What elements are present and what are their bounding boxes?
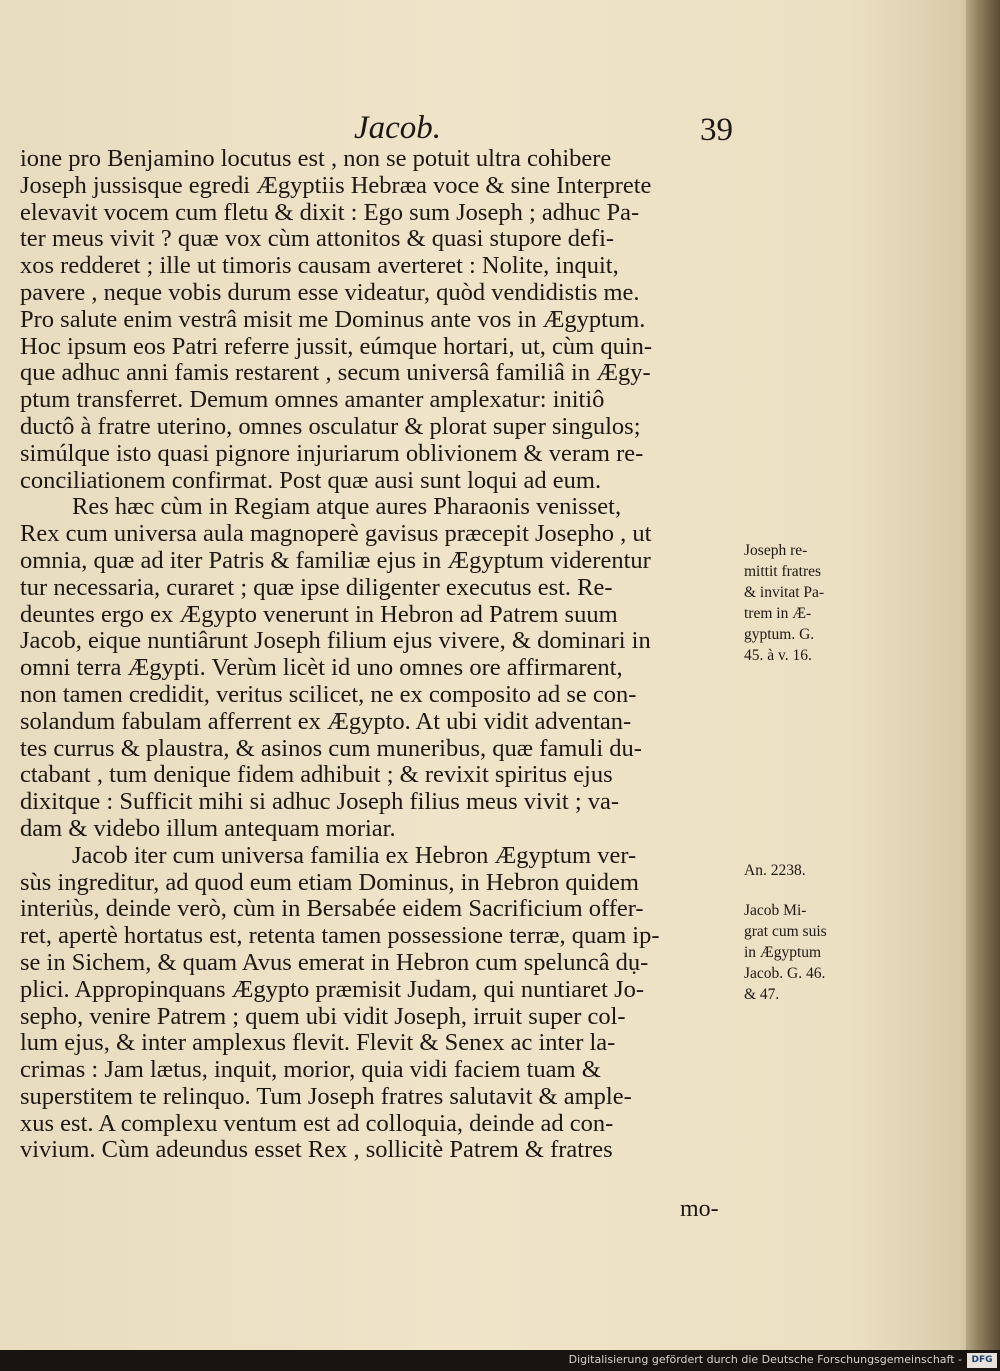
text-line: plici. Appropinquans Ægypto præmisit Judam, qui nuntiaret Jo- [20,976,645,1003]
text-line: lum ejus, & inter amplexus flevit. Flevit & Senex ac inter la- [20,1030,616,1057]
text-line: xos redderet ; ille ut timoris causam averteret : Nolite, inquit, [20,253,619,280]
text-line: Rex cum universa aula magnoperè gavisus præcepit Josepho , ut [20,521,652,548]
margin-note-line: An. 2238. [744,862,806,879]
text-line: Jacob iter cum universa familia ex Hebron Ægyptum ver- [72,842,637,869]
margin-note [744,540,854,666]
text-line: Pro salute enim vestrâ misit me Dominus ante vos in Ægyptum. [20,306,646,333]
text-line: ret, apertè hortatus est, retenta tamen possessione terræ, quam ip- [20,923,660,950]
text-line: Hoc ipsum eos Patri referre jussit, eúmque hortari, ut, cùm quin- [20,333,653,360]
margin-note-line: mittit fratres [744,563,822,580]
text-line: omnia, quæ ad iter Patris & familiæ ejus in Ægyptum viderentur [20,547,651,574]
margin-note-line: Jacob Mi- [744,902,807,919]
text-line: tur necessaria, curaret ; quæ ipse diligenter executus est. Re- [20,574,613,601]
text-line: sùs ingreditur, ad quod eum etiam Dominus, in Hebron quidem [20,869,639,896]
text-line: deuntes ergo ex Ægypto venerunt in Hebron ad Patrem suum [20,601,618,628]
margin-note-line: grat cum suis [744,923,827,940]
text-line: omni terra Ægypti. Verùm licèt id uno omnes ore affirmarent, [20,655,623,682]
margin-note [744,860,854,881]
margin-note-line: & 47. [744,986,780,1003]
text-line: crimas : Jam lætus, inquit, morior, quia vidi faciem tuam & [20,1057,601,1084]
text-line: Joseph jussisque egredi Ægyptiis Hebræa voce & sine Interprete [20,172,652,199]
text-line: ter meus vivit ? quæ vox cùm attonitos & quasi stupore defi- [20,226,615,253]
margin-note-line: Jacob. G. 46. [744,965,826,982]
text-line: elevavit vocem cum fletu & dixit : Ego sum Joseph ; adhuc Pa- [20,199,640,226]
margin-note [744,900,854,1005]
page-edge [966,0,1000,1350]
margin-note-line: & invitat Pa- [744,584,825,601]
footer-credit: Digitalisierung gefördert durch die Deutsche Forschungsgemeinschaft - [568,1353,962,1366]
text-line: ductô à fratre uterino, omnes osculatur & plorat super singulos; [20,413,641,440]
text-line: superstitem te relinquo. Tum Joseph fratres salutavit & ample- [20,1083,632,1110]
text-line: ctabant , tum denique fidem adhibuit ; & revixit spiritus ejus [20,762,613,789]
text-line: tes currus & plaustra, & asinos cum muneribus, quæ famuli du- [20,735,642,762]
text-line: interiùs, deinde verò, cùm in Bersabée eidem Sacrificium offer- [20,896,644,923]
margin-note-line: in Ægyptum [744,944,822,961]
footer-bar [0,1350,1000,1371]
margin-note-line: trem in Æ- [744,605,812,622]
text-line: conciliationem confirmat. Post quæ ausi sunt loqui ad eum. [20,467,602,494]
catchword: mo- [680,1196,719,1222]
page-number: 39 [700,112,733,148]
text-line: solandum fabulam afferrent ex Ægypto. At ubi vidit adventan- [20,708,632,735]
text-line: simúlque isto quasi pignore injuriarum oblivionem & veram re- [20,440,644,467]
text-line: non tamen credidit, veritus scilicet, ne ex composito ad se con- [20,681,637,708]
text-line: se in Sichem, & quam Avus emerat in Hebron cum speluncâ dụ- [20,949,649,976]
body-text [20,146,740,1164]
text-line: xus est. A complexu ventum est ad colloquia, deinde ad con- [20,1110,614,1137]
text-line: dam & videbo illum antequam moriar. [20,815,396,842]
dfg-logo: DFG [967,1353,997,1368]
text-line: ione pro Benjamino locutus est , non se potuit ultra cohibere [20,146,612,172]
text-line: que adhuc anni famis restarent , secum universâ familiâ in Ægy- [20,360,651,387]
running-head: Jacob. [354,110,442,146]
text-line: dixitque : Sufficit mihi si adhuc Joseph filius meus vivit ; va- [20,789,620,816]
margin-note-line: Joseph re- [744,542,808,559]
text-line: sepho, venire Patrem ; quem ubi vidit Joseph, irruit super col- [20,1003,626,1030]
margin-note-line: gyptum. G. [744,626,815,643]
text-line: ptum transferret. Demum omnes amanter amplexatur: initiô [20,387,605,414]
text-line: vivium. Cùm adeundus esset Rex , sollicitè Patrem & fratres [20,1137,613,1164]
text-line: Res hæc cùm in Regiam atque aures Pharaonis venisset, [72,494,622,521]
margin-note-line: 45. à v. 16. [744,647,812,664]
text-line: pavere , neque vobis durum esse videatur, quòd vendidistis me. [20,279,640,306]
text-line: Jacob, eique nuntiârunt Joseph filium ejus vivere, & dominari in [20,628,651,655]
